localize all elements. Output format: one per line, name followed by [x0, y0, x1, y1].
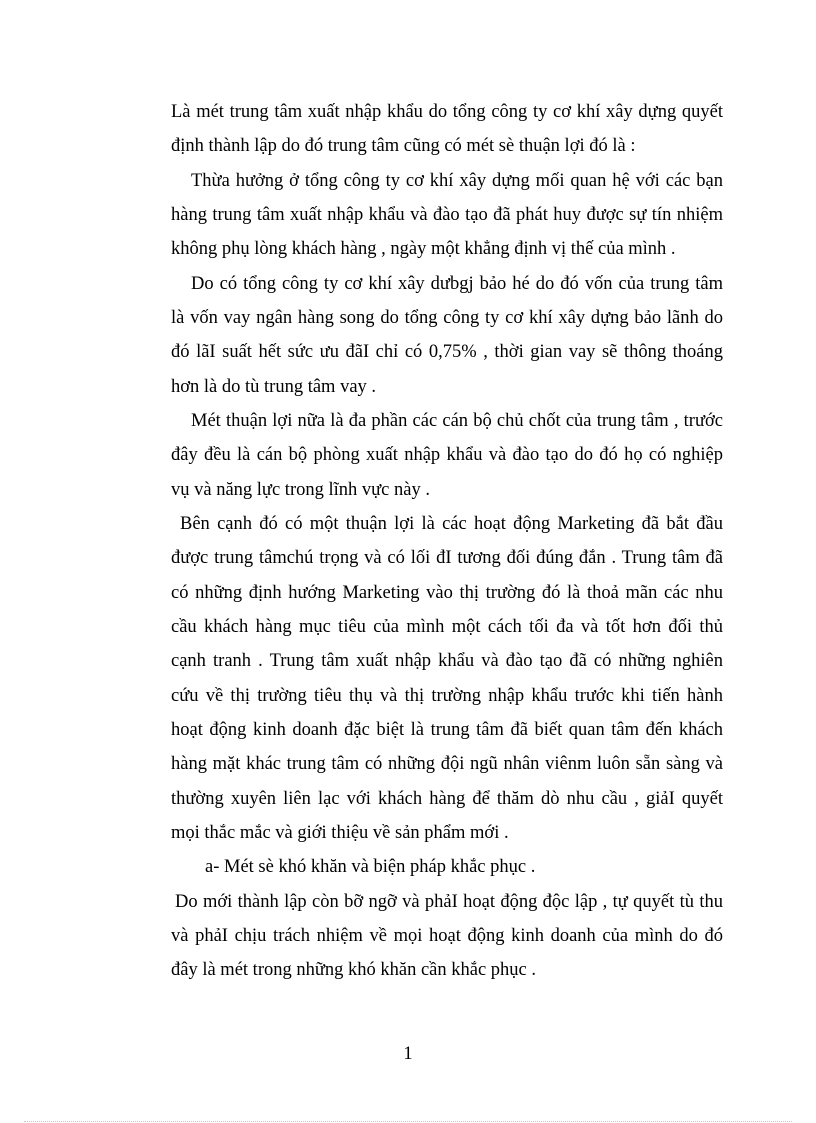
text-line: cầu khách hàng mục tiêu của mình một cách tối đa và tốt hơn đối thủ: [171, 617, 723, 637]
text-line: hoạt động kinh doanh đặc biệt là trung tâm đã biết quan tâm đến khách: [171, 720, 723, 740]
text-line: và phảI chịu trách nhiệm về mọi hoạt động kinh doanh của mình do đó: [171, 926, 723, 946]
text-line: không phụ lòng khách hàng , ngày một khẳng định vị thế của mình .: [171, 239, 676, 259]
text-line: là vốn vay ngân hàng song do tổng công ty cơ khí xây dựng bảo lãnh do: [171, 308, 723, 328]
text-line: Thừa hưởng ở tổng công ty cơ khí xây dựng mối quan hệ với các bạn: [191, 171, 723, 191]
page-bottom-divider: [24, 1121, 792, 1122]
text-line: cứu về thị trường tiêu thụ và thị trường nhập khẩu trước khi tiến hành: [171, 686, 723, 706]
text-line: Do mới thành lập còn bỡ ngỡ và phảI hoạt động độc lập , tự quyết tù thu: [175, 892, 723, 912]
text-line: thường xuyên liên lạc với khách hàng để thăm dò nhu cầu , giảI quyết: [171, 789, 723, 809]
text-line: vụ và năng lực trong lĩnh vực này .: [171, 480, 430, 500]
text-line: đây đều là cán bộ phòng xuất nhập khẩu và đào tạo do đó họ có nghiệp: [171, 445, 723, 465]
text-line: hơn là do tù trung tâm vay .: [171, 377, 377, 397]
text-line: đây là mét trong những khó khăn cần khắc phục .: [171, 960, 537, 980]
text-line: hàng mặt khác trung tâm có những đội ngũ nhân viênm luôn sẵn sàng và: [171, 754, 723, 774]
text-line: định thành lập do đó trung tâm cũng có mét sè thuận lợi đó là :: [171, 136, 636, 156]
text-line: Là mét trung tâm xuất nhập khẩu do tổng công ty cơ khí xây dựng quyết: [171, 102, 723, 122]
text-line: Bên cạnh đó có một thuận lợi là các hoạt động Marketing đã bắt đầu: [180, 514, 723, 534]
text-line: mọi thắc mắc và giới thiệu về sản phẩm mới .: [171, 823, 509, 843]
text-line: đó lãI suất hết sức ưu đãI chỉ có 0,75% , thời gian vay sẽ thông thoáng: [171, 342, 723, 362]
text-line: cạnh tranh . Trung tâm xuất nhập khẩu và đào tạo đã có những nghiên: [171, 651, 723, 671]
section-heading: a- Mét sè khó khăn và biện pháp khắc phục .: [205, 857, 536, 877]
text-line: hàng trung tâm xuất nhập khẩu và đào tạo đã phát huy được sự tín nhiệm: [171, 205, 723, 225]
text-line: có những định hướng Marketing vào thị trường đó là thoả mãn các nhu: [171, 583, 723, 603]
text-line: được trung tâmchú trọng và có lối đI tương đối đúng đắn . Trung tâm đã: [171, 548, 723, 568]
text-line: Do có tổng công ty cơ khí xây dưbgj bảo hé do đó vốn của trung tâm: [191, 274, 723, 294]
text-line: Mét thuận lợi nữa là đa phần các cán bộ chủ chốt của trung tâm , trước: [191, 411, 723, 431]
page-number: 1: [403, 1044, 413, 1064]
